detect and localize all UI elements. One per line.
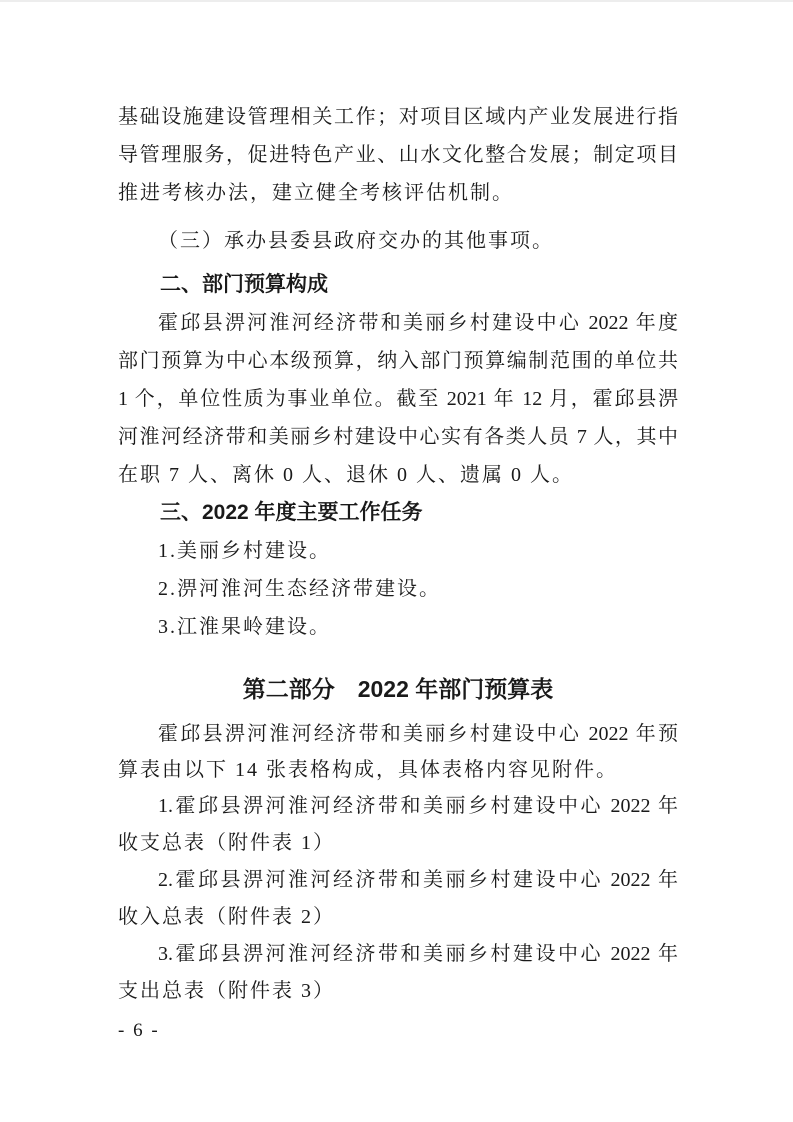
tables-intro-line: 霍邱县淠河淮河经济带和美丽乡村建设中心 2022 年预 [158, 723, 678, 745]
part-two-title: 第二部分 2022 年部门预算表 [242, 676, 554, 702]
table-list-item-line: 3.霍邱县淠河淮河经济带和美丽乡村建设中心 2022 年 [158, 943, 678, 965]
page-top-edge [0, 0, 793, 2]
task-item: 2.淠河淮河生态经济带建设。 [158, 578, 441, 600]
budget-paragraph-line: 在职 7 人、离休 0 人、退休 0 人、遗属 0 人。 [118, 464, 574, 486]
page-content [118, 98, 678, 1010]
part-two-body [118, 716, 678, 1010]
intro-paragraph-line: 基础设施建设管理相关工作；对项目区域内产业发展进行指 [118, 106, 678, 128]
budget-paragraph-line: 霍邱县淠河淮河经济带和美丽乡村建设中心 2022 年度 [158, 312, 678, 334]
tables-intro-line: 算表由以下 14 张表格构成，具体表格内容见附件。 [118, 759, 618, 781]
table-list-item-line: 2.霍邱县淠河淮河经济带和美丽乡村建设中心 2022 年 [158, 869, 678, 891]
intro-paragraph-line: 推进考核办法，建立健全考核评估机制。 [118, 182, 514, 204]
section-two-heading: 二、部门预算构成 [160, 273, 328, 296]
page-number: - 6 - [118, 1020, 160, 1041]
budget-paragraph-line: 河淮河经济带和美丽乡村建设中心实有各类人员 7 人，其中 [118, 426, 678, 448]
budget-paragraph-line: 部门预算为中心本级预算，纳入部门预算编制范围的单位共 [118, 350, 678, 372]
table-list-item-line: 支出总表（附件表 3） [118, 980, 335, 1002]
table-list-item-line: 收支总表（附件表 1） [118, 832, 335, 854]
item-three-line: （三）承办县委县政府交办的其他事项。 [158, 230, 554, 252]
intro-paragraph-line: 导管理服务，促进特色产业、山水文化整合发展；制定项目 [118, 144, 678, 166]
task-item: 1.美丽乡村建设。 [158, 540, 331, 562]
table-list-item-line: 收入总表（附件表 2） [118, 906, 335, 928]
task-item: 3.江淮果岭建设。 [158, 616, 331, 638]
section-three-heading: 三、2022 年度主要工作任务 [160, 501, 423, 524]
table-list-item-line: 1.霍邱县淠河淮河经济带和美丽乡村建设中心 2022 年 [158, 795, 678, 817]
budget-paragraph-line: 1 个，单位性质为事业单位。截至 2021 年 12 月，霍邱县淠 [118, 388, 678, 410]
